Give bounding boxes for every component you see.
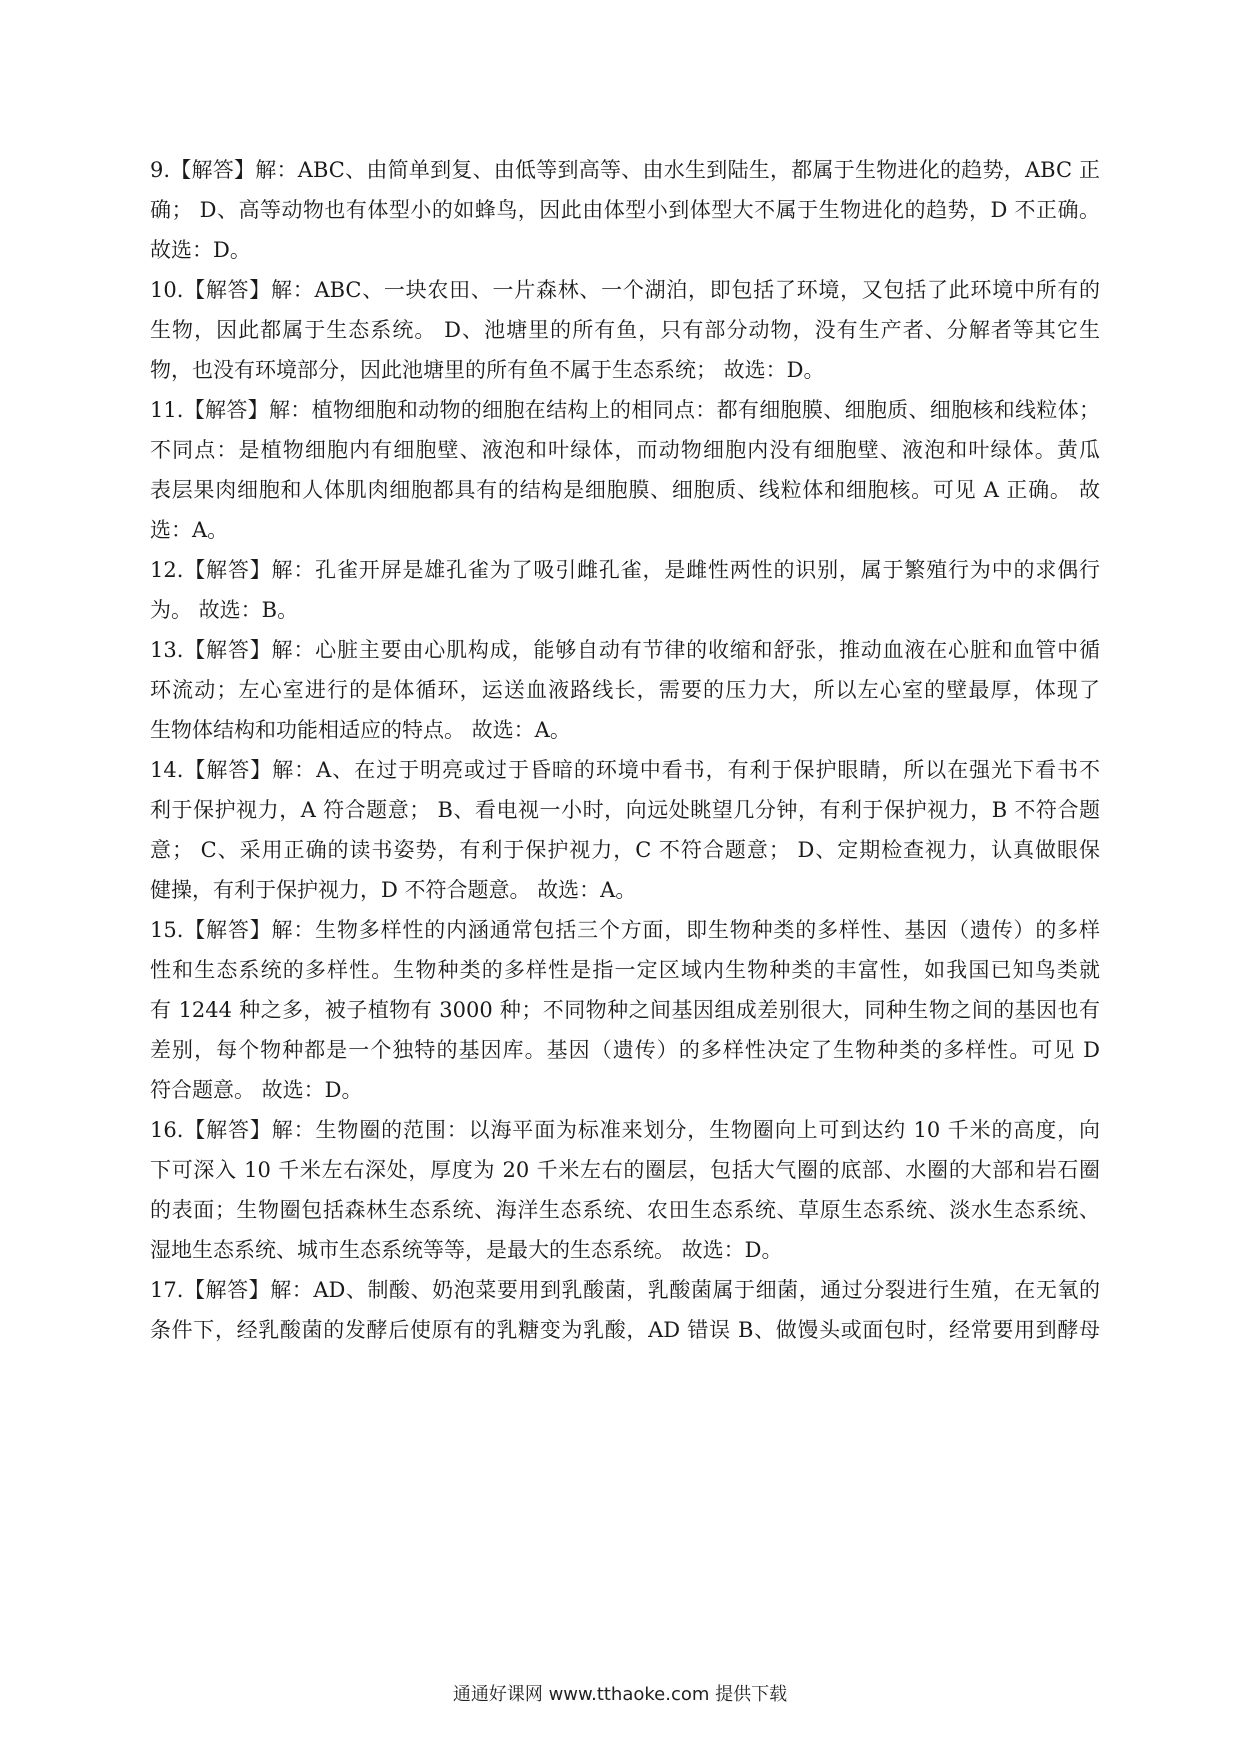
text-line: 意； C、采用正确的读书姿势，有利于保护视力，C 不符合题意； D、定期检查视力，认真做眼保: [150, 838, 1100, 862]
text-line: 下可深入 10 千米左右深处，厚度为 20 千米左右的圈层，包括大气圈的底部、水圈的大部和岩石圈: [150, 1158, 1100, 1182]
answer-paragraph-15: [150, 910, 1100, 1110]
text-line: 确； D、高等动物也有体型小的如蜂鸟，因此由体型小到体型大不属于生物进化的趋势，D 不正确。: [150, 198, 1100, 222]
text-line: 9.【解答】解：ABC、由简单到复、由低等到高等、由水生到陆生，都属于生物进化的趋势，ABC 正: [150, 158, 1100, 182]
answer-paragraph-11: [150, 390, 1100, 550]
answer-paragraph-16: [150, 1110, 1100, 1270]
text-line: 16.【解答】解：生物圈的范围：以海平面为标准来划分，生物圈向上可到达约 10 千米的高度，向: [150, 1118, 1100, 1142]
text-line: 表层果肉细胞和人体肌肉细胞都具有的结构是细胞膜、细胞质、线粒体和细胞核。可见 A 正确。 故: [150, 478, 1100, 502]
answer-paragraph-10: [150, 270, 1100, 390]
text-line: 差别，每个物种都是一个独特的基因库。基因（遗传）的多样性决定了生物种类的多样性。可见 D: [150, 1038, 1100, 1062]
text-line: 健操，有利于保护视力，D 不符合题意。 故选：A。: [150, 878, 637, 902]
answer-paragraph-14: [150, 750, 1100, 910]
text-line: 环流动；左心室进行的是体循环，运送血液路线长，需要的压力大，所以左心室的壁最厚，体现了: [150, 678, 1100, 702]
text-line: 生物体结构和功能相适应的特点。 故选：A。: [150, 718, 571, 742]
text-line: 生物，因此都属于生态系统。 D、池塘里的所有鱼，只有部分动物，没有生产者、分解者等其它生: [150, 318, 1100, 342]
text-line: 的表面；生物圈包括森林生态系统、海洋生态系统、农田生态系统、草原生态系统、淡水生态系统、: [150, 1198, 1100, 1222]
text-line: 利于保护视力，A 符合题意； B、看电视一小时，向远处眺望几分钟，有利于保护视力，B 不符合题: [150, 798, 1100, 822]
text-line: 物，也没有环境部分，因此池塘里的所有鱼不属于生态系统； 故选：D。: [150, 358, 825, 382]
answer-content: [150, 150, 1100, 1350]
text-line: 11.【解答】解：植物细胞和动物的细胞在结构上的相同点：都有细胞膜、细胞质、细胞核和线粒体；: [150, 398, 1100, 422]
text-line: 13.【解答】解：心脏主要由心肌构成，能够自动有节律的收缩和舒张，推动血液在心脏和血管中循: [150, 638, 1100, 662]
answer-paragraph-9: [150, 150, 1100, 270]
text-line: 湿地生态系统、城市生态系统等等，是最大的生态系统。 故选：D。: [150, 1238, 783, 1262]
page-footer: [0, 1680, 1240, 1706]
answer-paragraph-13: [150, 630, 1100, 750]
text-line: 不同点：是植物细胞内有细胞壁、液泡和叶绿体，而动物细胞内没有细胞壁、液泡和叶绿体。黄瓜: [150, 438, 1100, 462]
text-line: 为。 故选：B。: [150, 598, 299, 622]
text-line: 选：A。: [150, 518, 229, 542]
text-line: 有 1244 种之多，被子植物有 3000 种；不同物种之间基因组成差别很大，同种生物之间的基因也有: [150, 998, 1100, 1022]
text-line: 故选：D。: [150, 238, 251, 262]
text-line: 15.【解答】解：生物多样性的内涵通常包括三个方面，即生物种类的多样性、基因（遗传）的多样: [150, 918, 1100, 942]
text-line: 17.【解答】解：AD、制酸、奶泡菜要用到乳酸菌，乳酸菌属于细菌，通过分裂进行生殖，在无氧的: [150, 1278, 1100, 1302]
footer-text: 通通好课网 www.tthaoke.com 提供下载: [452, 1684, 788, 1705]
text-line: 符合题意。 故选：D。: [150, 1078, 363, 1102]
text-line: 10.【解答】解：ABC、一块农田、一片森林、一个湖泊，即包括了环境，又包括了此环境中所有的: [150, 278, 1100, 302]
text-line: 条件下，经乳酸菌的发酵后使原有的乳糖变为乳酸，AD 错误 B、做馒头或面包时，经常要用到酵母: [150, 1318, 1100, 1342]
answer-paragraph-17: [150, 1270, 1100, 1350]
text-line: 14.【解答】解：A、在过于明亮或过于昏暗的环境中看书，有利于保护眼睛，所以在强光下看书不: [150, 758, 1100, 782]
text-line: 12.【解答】解：孔雀开屏是雄孔雀为了吸引雌孔雀，是雌性两性的识别，属于繁殖行为中的求偶行: [150, 558, 1100, 582]
answer-paragraph-12: [150, 550, 1100, 630]
text-line: 性和生态系统的多样性。生物种类的多样性是指一定区域内生物种类的丰富性，如我国已知鸟类就: [150, 958, 1100, 982]
